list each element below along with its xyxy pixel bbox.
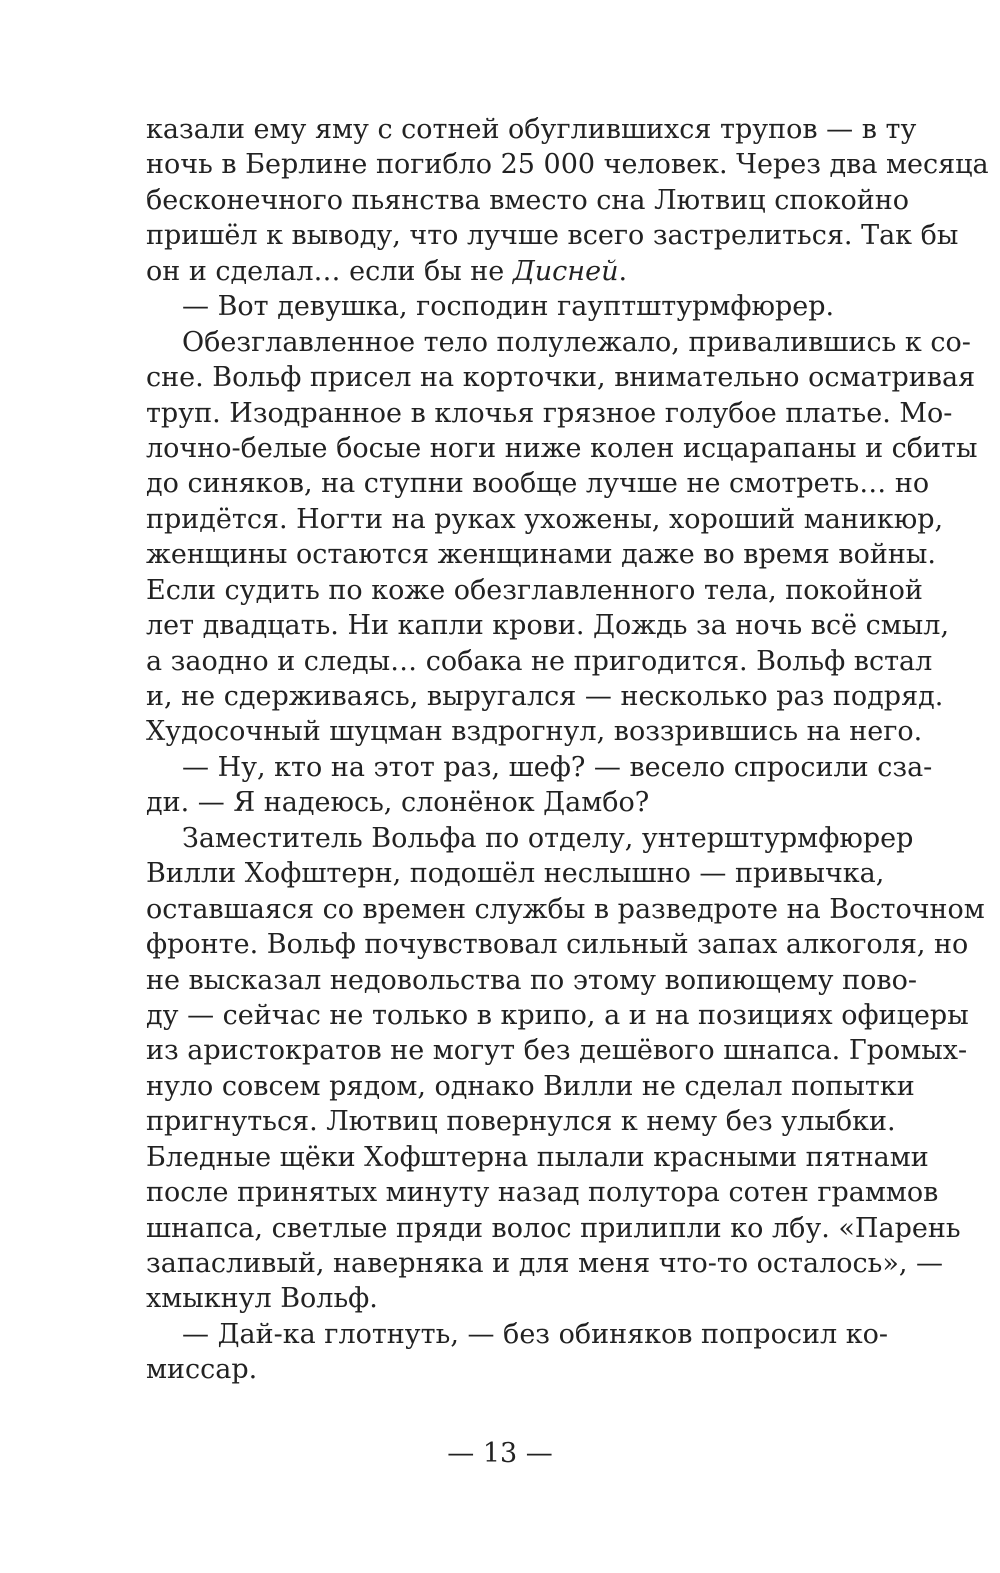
text-line-6: — Вот девушка, господин гауптштурмфюрер. xyxy=(182,291,835,323)
text-line-3: бесконечного пьянства вместо сна Лютвиц спокойно xyxy=(146,184,909,216)
text-line-34: хмыкнул Вольф. xyxy=(146,1283,378,1315)
text-line-13: женщины остаются женщинами даже во время войны. xyxy=(146,539,936,571)
text-line-24: фронте. Вольф почувствовал сильный запах алкоголя, но xyxy=(146,929,969,961)
text-line-28: нуло совсем рядом, однако Вилли не сделал попытки xyxy=(146,1070,915,1102)
text-line-20: ди. — Я надеюсь, слонёнок Дамбо? xyxy=(146,787,650,819)
text-line-11: до синяков, на ступни вообще лучше не смотреть… но xyxy=(146,468,930,500)
text-line-18: Худосочный шуцман вздрогнул, воззрившись на него. xyxy=(146,716,923,748)
text-line-31: после принятых минуту назад полутора сотен граммов xyxy=(146,1177,939,1209)
text-line-12: придётся. Ногти на руках ухожены, хороший маникюр, xyxy=(146,503,944,535)
text-line-36: миссар. xyxy=(146,1354,258,1386)
text-line-21: Заместитель Вольфа по отделу, унтерштурмфюрер xyxy=(182,822,914,854)
italic-word-disney: Дисней xyxy=(512,255,619,287)
text-line-5-start: он и сделал… если бы не xyxy=(146,255,513,287)
text-line-7: Обезглавленное тело полулежало, привалившись к со- xyxy=(182,326,971,358)
text-line-19: — Ну, кто на этот раз, шеф? — весело спросили сза- xyxy=(182,751,933,783)
text-line-16: а заодно и следы… собака не пригодится. Вольф встал xyxy=(146,645,933,677)
text-line-14: Если судить по коже обезглавленного тела, покойной xyxy=(146,574,923,606)
text-line-30: Бледные щёки Хофштерна пылали красными пятнами xyxy=(146,1141,929,1173)
text-line-26: ду — сейчас не только в крипо, а и на позициях офицеры xyxy=(146,999,969,1031)
text-line-29: пригнуться. Лютвиц повернулся к нему без улыбки. xyxy=(146,1106,896,1138)
text-line-9: труп. Изодранное в клочья грязное голубое платье. Мо- xyxy=(146,397,953,429)
text-line-33: запасливый, наверняка и для меня что-то осталось», — xyxy=(146,1248,944,1279)
text-line-32: шнапса, светлые пряди волос прилипли ко лбу. «Парень xyxy=(146,1212,961,1244)
text-line-15: лет двадцать. Ни капли крови. Дождь за ночь всё смыл, xyxy=(146,610,950,642)
body-text xyxy=(146,112,989,1388)
text-line-35: — Дай-ка глотнуть, — без обиняков попросил ко- xyxy=(182,1318,888,1350)
text-line-5 xyxy=(146,254,858,289)
text-line-5-end: . xyxy=(618,255,628,287)
text-line-10: лочно-белые босые ноги ниже колен исцарапаны и сбиты xyxy=(146,432,978,464)
text-line-4: пришёл к выводу, что лучше всего застрелиться. Так бы xyxy=(146,220,959,252)
text-line-25: не высказал недовольства по этому вопиющему пово- xyxy=(146,964,917,996)
text-line-2: ночь в Берлине погибло 25 000 человек. Через два месяца xyxy=(146,149,989,181)
page-number: — 13 — xyxy=(447,1438,553,1469)
text-line-1: казали ему яму с сотней обуглившихся трупов — в ту xyxy=(146,114,917,145)
text-line-8: сне. Вольф присел на корточки, внимательно осматривая xyxy=(146,362,976,394)
text-line-22: Вилли Хофштерн, подошёл неслышно — привычка, xyxy=(146,858,885,890)
text-line-27: из аристократов не могут без дешёвого шнапса. Громых- xyxy=(146,1035,968,1067)
text-line-23: оставшаяся со времен службы в разведроте на Восточном xyxy=(146,893,985,925)
text-line-17: и, не сдерживаясь, выругался — несколько раз подряд. xyxy=(146,681,944,712)
